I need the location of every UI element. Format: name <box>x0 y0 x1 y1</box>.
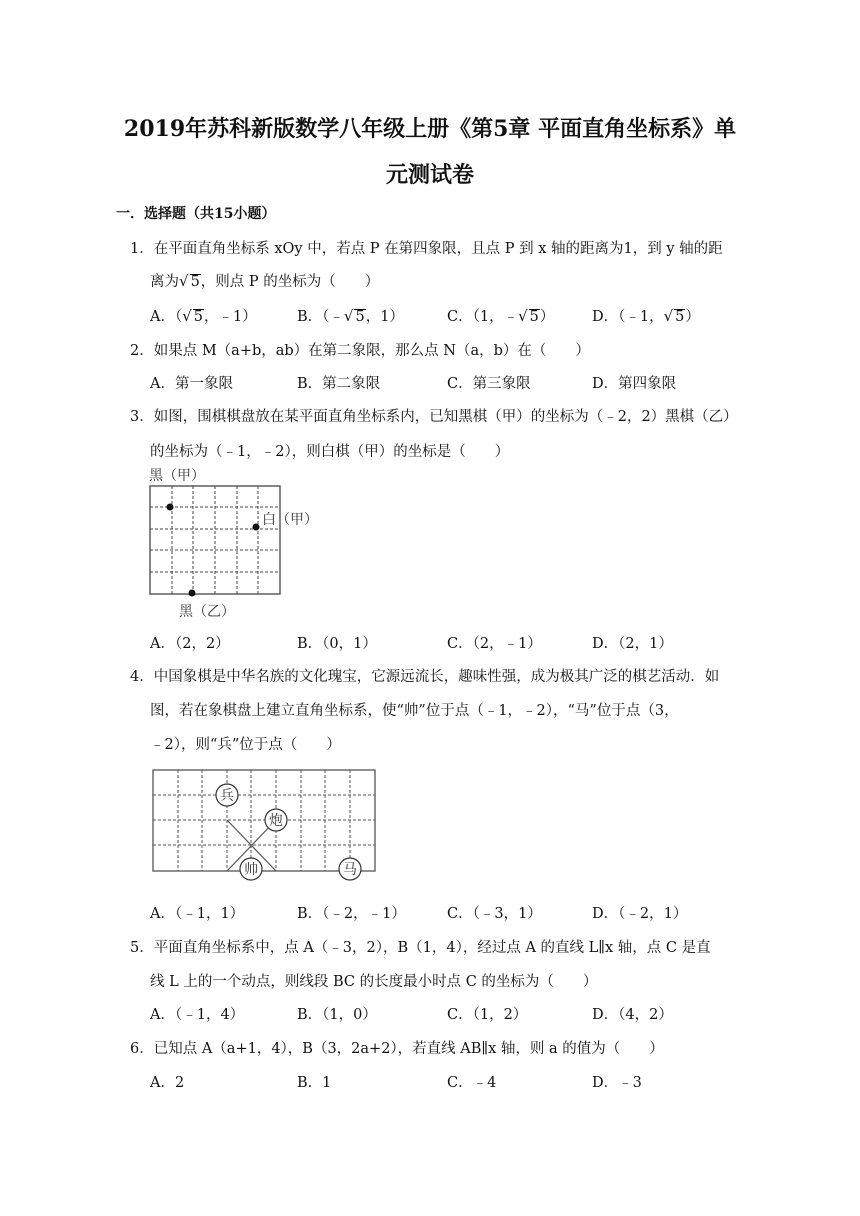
label-white-a: 白（甲） <box>262 512 318 528</box>
q3-option-c[interactable]: C．（2，﹣1） <box>447 636 542 652</box>
black-stone-b <box>189 590 196 597</box>
q2-option-c[interactable]: C．第三象限 <box>447 376 531 392</box>
q2-option-a[interactable]: A．第一象限 <box>150 376 233 392</box>
radical-5: 5 <box>190 274 200 290</box>
q3-option-d[interactable]: D．（2，1） <box>592 636 673 652</box>
q3-option-a[interactable]: A．（2，2） <box>150 636 230 652</box>
q1-option-c[interactable]: C．（1，﹣√ 5） <box>447 307 555 325</box>
label-black-a: 黑（甲） <box>149 468 205 484</box>
q4-line2: 图，若在象棋盘上建立直角坐标系，使“帅”位于点（﹣1，﹣2），“马”位于点（3， <box>150 703 679 719</box>
label-shuai: 帅 <box>244 862 258 878</box>
q1-option-b[interactable]: B．（﹣√ 5，1） <box>297 307 404 325</box>
black-stone-a <box>167 504 174 511</box>
q6-option-d[interactable]: D．﹣3 <box>592 1075 642 1091</box>
q1-line1: 1．在平面直角坐标系 xOy 中，若点 P 在第四象限，且点 P 到 x 轴的距离为1，到 y 轴的距 <box>130 241 723 257</box>
page-title-line2: 元测试卷 <box>385 162 474 188</box>
q4-line3: ﹣2），则“兵”位于点（ ） <box>150 737 341 753</box>
q5-option-d[interactable]: D．（4，2） <box>592 1007 673 1023</box>
white-stone-a <box>253 524 260 531</box>
q3-option-b[interactable]: B．（0，1） <box>297 636 377 652</box>
q1-line2: 离为√ 5，则点 P 的坐标为（ ） <box>150 272 380 290</box>
q5-line1: 5．平面直角坐标系中，点 A（﹣3，2），B（1，4），经过点 A 的直线 L∥x 轴，点 C 是直 <box>130 940 711 956</box>
q6-line1: 6．已知点 A（a+1，4），B（3，2a+2），若直线 AB∥x 轴，则 a 的值为（ ） <box>130 1041 664 1057</box>
label-bing: 兵 <box>220 788 234 804</box>
label-pao: 炮 <box>269 813 283 829</box>
q4-line1: 4．中国象棋是中华名族的文化瑰宝，它源远流长，趣味性强，成为极其广泛的棋艺活动．如 <box>130 669 720 685</box>
q5-line2: 线 L 上的一个动点，则线段 BC 的长度最小时点 C 的坐标为（ ） <box>150 974 598 990</box>
q4-option-b[interactable]: B．（﹣2，﹣1） <box>297 906 406 922</box>
q3-line1: 3．如图，围棋棋盘放在某平面直角坐标系内，已知黑棋（甲）的坐标为（﹣2，2）黑棋（乙） <box>130 409 738 425</box>
q4-option-a[interactable]: A．（﹣1，1） <box>150 906 245 922</box>
go-board-figure <box>145 462 325 622</box>
q2-option-b[interactable]: B．第二象限 <box>297 376 381 392</box>
q5-option-a[interactable]: A．（﹣1，4） <box>150 1007 245 1023</box>
q4-option-d[interactable]: D．（﹣2，1） <box>592 906 688 922</box>
q6-option-c[interactable]: C．﹣4 <box>447 1075 497 1091</box>
chinese-chess-figure <box>150 766 380 886</box>
q5-option-c[interactable]: C．（1，2） <box>447 1007 528 1023</box>
page-title-line1: 2019年苏科新版数学八年级上册《第5章 平面直角坐标系》单 <box>123 116 737 142</box>
label-ma: 马 <box>343 862 357 878</box>
q1-option-a[interactable]: A．（√ 5，﹣1） <box>150 307 257 325</box>
label-black-b: 黑（乙） <box>179 604 235 620</box>
q2-line1: 2．如果点 M（a+b，ab）在第二象限，那么点 N（a，b）在（ ） <box>130 343 590 359</box>
section-heading: 一．选择题（共15小题） <box>116 206 276 222</box>
q4-option-c[interactable]: C．（﹣3，1） <box>447 906 542 922</box>
q3-line2: 的坐标为（﹣1，﹣2），则白棋（甲）的坐标是（ ） <box>150 444 510 460</box>
q6-option-a[interactable]: A．2 <box>150 1075 185 1091</box>
q5-option-b[interactable]: B．（1，0） <box>297 1007 377 1023</box>
q1-option-d[interactable]: D．（﹣1，√ 5） <box>592 307 700 325</box>
q2-option-d[interactable]: D．第四象限 <box>592 376 677 392</box>
q6-option-b[interactable]: B．1 <box>297 1075 332 1091</box>
